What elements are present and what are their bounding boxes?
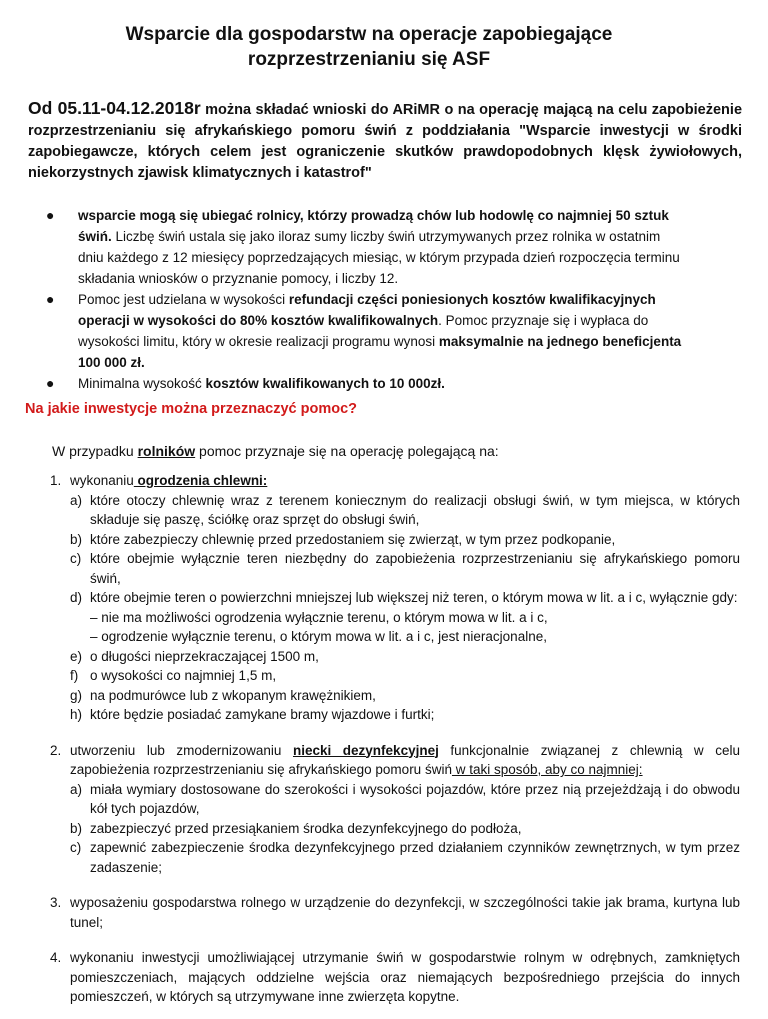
sub-item bbox=[70, 530, 740, 550]
sub-letter: c) bbox=[70, 551, 82, 566]
bullet-icon: ● bbox=[46, 207, 55, 223]
bullet-2-bold-b: refundacji części poniesionych kosztów kwalifikacyjnych operacji w wysokości do 80% kosztów kwalifikowalnych bbox=[78, 292, 656, 328]
item-3-text: wyposażeniu gospodarstwa rolnego w urządzenie do dezynfekcji, w szczególności takie jak brama, kurtyna lub tunel; bbox=[70, 895, 740, 930]
item-2-underlined: niecki dezynfekcyjnej bbox=[292, 742, 439, 758]
item-number: 2. bbox=[50, 742, 62, 758]
sub-letter: e) bbox=[70, 648, 83, 664]
bullet-3-bold: kosztów kwalifikowanych to 10 000zł. bbox=[205, 376, 445, 391]
bullet-icon: ● bbox=[46, 291, 55, 307]
sub-item bbox=[70, 705, 740, 725]
document-title bbox=[0, 22, 768, 72]
sub-item bbox=[70, 686, 740, 706]
sub-letter: b) bbox=[70, 531, 83, 547]
list-item-disinfection-basin bbox=[48, 741, 740, 878]
title-line-1: Wsparcie dla gospodarstw na operacje zapobiegające bbox=[125, 24, 613, 45]
item-2-underlined-2: w taki sposób, aby co najmniej: bbox=[451, 762, 643, 777]
item-number: 1. bbox=[50, 473, 62, 488]
item-1-text: wykonaniu bbox=[70, 473, 134, 488]
dash-item: – nie ma możliwości ogrodzenia wyłącznie terenu, o którym mowa w lit. a i c, bbox=[90, 609, 548, 625]
bullet-3-text: Minimalna wysokość bbox=[78, 376, 206, 391]
sub-text: zabezpieczyć przed przesiąkaniem środka dezynfekcyjnego do podłoża, bbox=[90, 820, 522, 836]
case-pre: W przypadku bbox=[52, 443, 138, 459]
bullet-2-text-a: Pomoc jest udzielana w wysokości bbox=[78, 292, 289, 307]
bullet-1-text: Liczbę świń ustala się jako iloraz sumy liczby świń utrzymywanych przez rolnika w ostatnim dniu każdego z 12 miesięcy poprzedzających miesiąc, w którym przypada dzień rozpoczęcia terminu składania wniosków o przyznanie pomocy, i liczby 12. bbox=[78, 229, 680, 286]
sub-item bbox=[70, 491, 740, 530]
item-4-text: wykonaniu inwestycji umożliwiającej utrzymanie świń w gospodarstwie rolnym w odrębnych, zamkniętych pomieszczeniach, mających oddzielne wejścia oraz niemających bezpośredniego przejścia do innych pomieszczeń, w których są utrzymywane inne zwierzęta kopytne. bbox=[70, 950, 740, 1004]
item-2-text-c: funkcjonalnie związanej z chlewnią w celu zapobieżenia rozprzestrzenianiu się afrykańskiego pomoru świń bbox=[70, 742, 740, 777]
list-item-separate-premises bbox=[48, 948, 740, 1007]
bullet-1-bold: wsparcie mogą się ubiegać rolnicy, którzy prowadzą chów lub hodowlę co najmniej 50 sztuk świń. bbox=[78, 208, 669, 244]
sub-text: na podmurówce lub z wkopanym krawężnikiem, bbox=[90, 687, 376, 703]
item-2-text-a: utworzeniu lub zmodernizowaniu bbox=[70, 742, 293, 758]
sub-item bbox=[70, 549, 740, 588]
intro-date-range: Od 05.11-04.12.2018r bbox=[28, 98, 201, 118]
sub-item bbox=[70, 647, 740, 667]
sub-text: które zabezpieczy chlewnię przed przedostaniem się zwierząt, w tym przez podkopanie, bbox=[90, 531, 616, 547]
bullet-2-text-c: . Pomoc przyznaje się i wypłaca do wysokości limitu, który w okresie realizacji programu wynosi bbox=[78, 313, 649, 349]
spacer bbox=[48, 879, 740, 893]
sub-letter: d) bbox=[70, 590, 83, 605]
list-item-disinfection-device bbox=[48, 893, 740, 932]
sub-letter: h) bbox=[70, 707, 83, 722]
sub-text: które otoczy chlewnię wraz z terenem koniecznym do realizacji obsługi świń, w tym miejsca, w których składuje się paszę, ściółkę oraz sprzęt do obsługi świń, bbox=[90, 492, 740, 527]
spacer bbox=[48, 727, 740, 741]
sub-item bbox=[70, 588, 740, 608]
bullet-minimum-costs bbox=[46, 373, 686, 394]
case-intro bbox=[52, 443, 499, 459]
sub-text: które obejmie teren o powierzchni mniejszej lub większej niż teren, o którym mowa w lit. a i c, wyłącznie gdy: bbox=[90, 590, 738, 605]
spacer bbox=[48, 934, 740, 948]
sub-text: które będzie posiadać zamykane bramy wjazdowe i furtki; bbox=[90, 707, 435, 722]
sub-item bbox=[70, 838, 740, 877]
bullet-list bbox=[46, 205, 686, 394]
bullet-icon: ● bbox=[46, 375, 55, 391]
sub-letter: a) bbox=[70, 781, 83, 797]
case-post: pomoc przyznaje się na operację polegającą na: bbox=[195, 443, 499, 459]
bullet-eligibility bbox=[46, 205, 686, 289]
intro-paragraph bbox=[28, 98, 742, 184]
sub-letter: f) bbox=[70, 668, 79, 683]
sub-letter: a) bbox=[70, 492, 83, 508]
numbered-list bbox=[48, 471, 740, 1009]
sub-text: zapewnić zabezpieczenie środka dezynfekcyjnego przed działaniem czynników zewnętrznych, w tym przez zadaszenie; bbox=[90, 840, 740, 875]
sub-text: o długości nieprzekraczającej 1500 m, bbox=[90, 648, 319, 664]
sub-letter: g) bbox=[70, 687, 83, 703]
sub-item bbox=[70, 819, 740, 839]
sub-letter: b) bbox=[70, 820, 83, 836]
case-farmers: rolników bbox=[137, 443, 196, 459]
sub-letter: c) bbox=[70, 840, 82, 855]
sub-text: które obejmie wyłącznie teren niezbędny do zapobieżenia rozprzestrzenianiu się afrykańskiego pomoru świń, bbox=[90, 551, 740, 586]
dash-item: – ogrodzenie wyłącznie terenu, o którym mowa w lit. a i c, jest nieracjonalne, bbox=[90, 629, 547, 644]
title-line-2: rozprzestrzenianiu się ASF bbox=[247, 49, 491, 70]
item-1-underlined: ogrodzenia chlewni: bbox=[133, 473, 268, 488]
section-heading: Na jakie inwestycje można przeznaczyć pomoc? bbox=[25, 401, 358, 417]
sub-item bbox=[70, 666, 740, 686]
sub-item bbox=[70, 780, 740, 819]
item-number: 3. bbox=[50, 895, 62, 910]
bullet-2-bold-d: maksymalnie na jednego beneficjenta 100 000 zł. bbox=[78, 334, 682, 370]
intro-text: można składać wnioski do ARiMR o na operację mającą na celu zapobieżenie rozprzestrzenianiu się afrykańskiego pomoru świń z poddziałania "Wsparcie inwestycji w środki zapobiegawcze, których celem jest ograniczenie skutków prawdopodobnych klęsk żywiołowych, niekorzystnych zjawisk klimatycznych i katastrof" bbox=[28, 102, 743, 181]
sub-text: miała wymiary dostosowane do szerokości i wysokości pojazdów, które przez nią przejeżdżają i do obwodu kół tych pojazdów, bbox=[90, 781, 740, 816]
list-item-fencing bbox=[48, 471, 740, 725]
item-number: 4. bbox=[50, 950, 62, 965]
bullet-aid-amount bbox=[46, 289, 686, 373]
sub-text: o wysokości co najmniej 1,5 m, bbox=[90, 668, 277, 683]
